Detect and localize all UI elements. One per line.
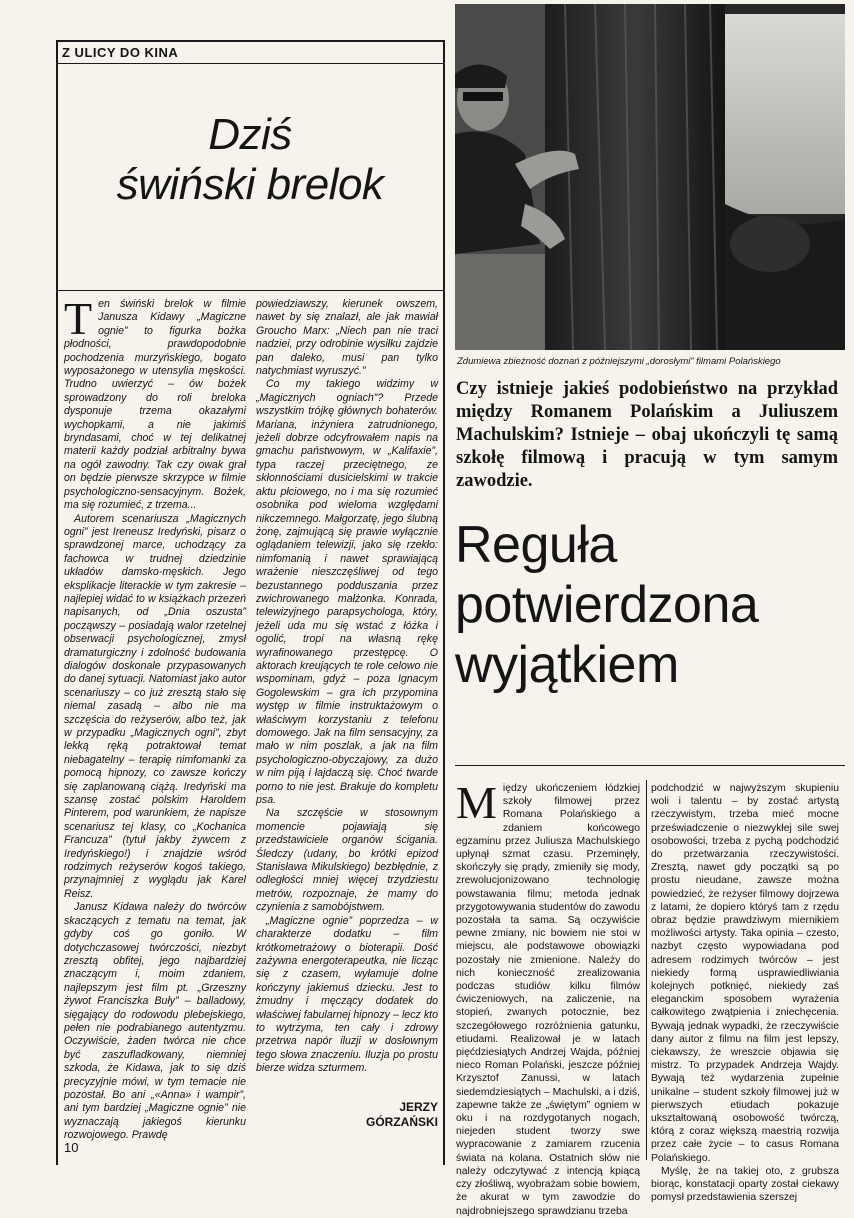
author-first-name: JERZY bbox=[399, 1100, 438, 1114]
article2-divider bbox=[455, 765, 845, 766]
article1-title-line1: Dziś bbox=[208, 110, 292, 159]
article2-column-2 bbox=[651, 782, 839, 1204]
article1-author bbox=[330, 1100, 438, 1130]
frame-top-rule bbox=[56, 40, 444, 42]
photo-caption: Zdumiewa zbieżność doznań z późniejszymi „dorosłymi” filmami Polańskiego bbox=[457, 356, 781, 367]
film-still-photo bbox=[455, 4, 845, 350]
article1-paragraph-3: Janusz Kidawa należy do twórców skaczących z tematu na temat, jak gdyby coś go goniło. W dotychczasowej twórczości, niezbyt zresztą obfitej, jego najbardziej znaczącym i, moim zdaniem, najlepszym jest film pt. „Grzeszny żywot Franciszka Buły” – balladowy, sięgający do rodowodu plebejskiego, pełen nie podrabianego autentyzmu. Oczywiście, żaden twórca nie chce być zaszufladkowany, niemniej szkoda, że Kidawa, jak to się dziś precyzyjnie mówi, w tym temacie nie pozostał. Bo ani „«Anna» i wampir”, ani tym bardziej „Magiczne ognie” nie wyznaczają jakiegoś kierunku rozwojowego. Prawdę bbox=[64, 901, 246, 1142]
page-number: 10 bbox=[64, 1140, 79, 1155]
article2-column-separator bbox=[646, 780, 647, 1160]
article1-column-1 bbox=[64, 293, 246, 1142]
frame-left-rule bbox=[56, 40, 58, 1165]
article1-column-2 bbox=[256, 298, 438, 1098]
article1-paragraph-7: „Magiczne ognie” poprzedza – w charakterze dodatku – film krótkometrażowy o bioterapii. Dość zażywna energoterapeutka, nie licząc się z czasem, wyłamuje dolne kończyny jakiemuś dziecku. Jest to żmudny i męczący dodatek do właściwej fabularnej hipnozy – lecz kto to wytrzyma, ten cały i zdrowy przetrwa napór iluzji w dosłownym tego słowa znaczeniu. Iluzja po prostu bierze widza szturmem. bbox=[256, 914, 438, 1075]
article1-title-line2: świński brelok bbox=[116, 160, 384, 209]
article1-dropcap: T bbox=[64, 293, 93, 344]
article2-paragraph-3: Myślę, że na takiej oto, z grubsza biorąc, konstatacji oparty został ciekawy pomysł przedstawienia szerszej bbox=[651, 1165, 839, 1204]
article1-paragraph-6: Na szczęście w stosownym momencie pojawiają się przedstawiciele organów ścigania. Śledczy (udany, bo krótki epizod Stanisława Mikulskiego) bezbłędnie, z odległości mniej więcej trzydziestu metrów, rozpoznaje, że mamy do czynienia z samobójstwem. bbox=[256, 807, 438, 914]
article2-title-line2: potwierdzona bbox=[455, 576, 759, 634]
article2-title bbox=[455, 515, 845, 695]
frame-right-rule bbox=[443, 40, 445, 1165]
article1-paragraph-4: powiedziawszy, kierunek owszem, nawet by się znalazł, ale jak mawiał Groucho Marx: „Niech pan nie traci nadziei, przy odrobinie wysiłku zajdzie pan daleko, musi pan tylko natychmiast wyruszyć.” bbox=[256, 298, 438, 378]
author-last-name: GÓRZAŃSKI bbox=[366, 1115, 438, 1129]
article2-lead: Czy istnieje jakieś podobieństwo na przykład między Romanem Polańskim a Juliuszem Machulskim? Istnieje – obaj ukończyli tę samą szkołę filmową i pracują w tym samym zawodzie. bbox=[456, 379, 838, 491]
film-still-illustration bbox=[455, 4, 845, 350]
article2-title-line1: Reguła bbox=[455, 516, 617, 574]
article2-paragraph-2: podchodzić w najwyższym skupieniu woli i talentu – by zostać artystą rzeczywistym, trzeba mieć mocne przeświadczenie o niezwykłej sile swej osobowości, trzeba z pychą podchodzić do przetwarzania rzeczywistości. Zresztą, nawet gdy początki są po prostu nieudane, zawsze można powiedzieć, że reżyser filmowy dojrzewa z latami, że dopiero któryś tam z rzędu obraz będzie prawdziwym miernikiem możliwości artysty. Taka opinia – czesto, nazbyt często wypowiadana pod adresem rodzimych twórców – jest niekiedy formą usprawiedliwiania kolejnych potknięć, niekiedy zaś eleganckim sposobem wyrażenia całkowitego zwątpienia i zniechęcenia. Bywają jednak wypadki, że rzeczywiście dany autor z filmu na film jest lepszy, ciekawszy, że wreszcie objawia się mistrz. To przypadek Andrzeja Wajdy. Bywają też wydarzenia zupełnie unikalne – student szkoły filmowej już w pierwszych etiudach pokazuje ukształtowaną osobowość twórczą, którą z coraz większą maestrią rozwija przez całe życie – to casus Romana Polańskiego. bbox=[651, 783, 839, 1164]
article2-column-1 bbox=[456, 777, 640, 1217]
article1-paragraph-1: en świński brelok w filmie Janusza Kidawy „Magiczne ognie” to figurka bożka płodności, prawdopodobnie pochodzenia murzyńskiego, bogato wyposażonego w utensylia męskości. Trudno uwierzyć – ów bożek sprowadzony do roli breloka dysponuje trzema okazałymi wychopkami, a nie jakimiś bryndasami, choć w tej delikatnej materii każdy podział arbitralny bywa na ogół zawodny. Tak czy owak grał on będzie pierwsze skrzypce w filmie psychologiczno-sensacyjnym. Bożek, ma się rozumieć, z trzema... bbox=[64, 298, 246, 512]
header-rule-bottom bbox=[58, 290, 444, 291]
article2-paragraph-1: iędzy ukończeniem łódzkiej szkoły filmowej przez Romana Polańskiego a zdaniem końcowego egzaminu przez Juliusza Machulskiego upłynął szmat czasu. Przeminęły, skończyły się prądy, zmieniły się mody, zrewolucjonizowano technologię powstawania filmu; metoda jednak przygotowywania studentów do zawodu pozostała ta sama. Są oczywiście pewne zmiany, nic bowiem nie stoi w miejscu, ale podstawowe obowiązki pozostały nie zmienione. Należy do nich konieczność zrealizowania podczas studiów kilku filmów ćwiczeniowych, na zaliczenie, na stopień, zwanych potocznie, bez szczegółowego rozróżnienia gatunku, etiudami. Realizował je w latach pięćdziesiątych Andrzej Wajda, później nieco Roman Polański, jeszcze później Krzysztof Zanussi, w latach siedemdziesiątych – Machulski, a i dziś, zapewne także ze „świętym” ogniem w oku i na rozdygotanych nogach, niejeden student tworzy swe wypracowanie z zamiarem rzucenia świata na kolana. Ostatnich słów nie należy odczytywać z intencją kpiącą czy złośliwą, wyobrażam sobie bowiem, że akurat w tym zawodzie do najdrobniejszego sprawdzianu trzeba bbox=[456, 783, 640, 1217]
article1-title bbox=[70, 110, 430, 210]
article1-paragraph-2: Autorem scenariusza „Magicznych ogni” jest Ireneusz Iredyński, pisarz o sprawdzonej marce, uchodzący za fachowca w trudnej dziedzinie układów damsko-męskich. Jego eksplikacje literackie w tym zakresie – najlepiej widać to w książkach przezeń napisanych, od „Dnia oszusta” począwszy – posiadają walor rzetelnej obserwacji psychologicznej, zmysł dramaturgiczny i zdolność budowania dialogów doskonale przypasowanych do danej sytuacji. Natomiast jako autor scenariuszy – co już zresztą stało się niemal zasadą – albo nie ma szczęścia do reżyserów, albo też, jak w przypadku „Magicznych ogni”, zbyt lekką ręką potraktował temat niebagatelny – terapię nimfomanki za pomocą hipnozy, co zawsze kończy się zaplanowaną ciążą. Iredyński ma szansę zostać polskim Haroldem Pinterem, pod warunkiem, że napisze scenariusz tej klasy, co „Kochanica Francuza” (tytuł jakby żywcem z Iredyńskiego!) i znajdzie wśród rodzimych reżyserów kogoś takiego, przynajmniej z wyglądu jak Karel Reisz. bbox=[64, 512, 246, 900]
section-underline bbox=[56, 63, 444, 64]
section-label: Z ULICY DO KINA bbox=[62, 45, 179, 60]
article2-dropcap: M bbox=[456, 777, 497, 828]
article2-title-line3: wyjątkiem bbox=[455, 636, 679, 694]
article1-paragraph-5: Co my takiego widzimy w „Magicznych ogniach”? Przede wszystkim trójkę głównych bohaterów. Mariana, inżyniera zatrudnionego, jeżeli dobrze odcyfrowałem napis na gmachu państwowym, w „Kalifaxie”, typa raczej przeciętnego, ze skłonnościami dusicielskimi w trakcie aktu płciowego, no i ma się rozumieć osobnika pod wieloma względami nikczemnego. Małgorzatę, jego ślubną żonę, zajmującą się prawie wyłącznie oglądaniem telewizji, jako się rzekło: nimfomanią i nawet sprawiającą wrażenie nieszczęśliwej od tego bezustannego podduszania przez zwichrowanego małżonka. Konrada, telewizyjnego parapsychologa, który, jeżeli uda mu się wstać z łóżka i ogolić, tropi na własną rękę wyrafinowanego przestępcę. O aktorach kreujących te role celowo nie wspominam, gdyż – poza Ignacym Gogolewskim – gra ich przypomina występ w filmie instruktażowym o właściwym korzystaniu z telefonu domowego. Jak na film sensacyjny, za mało w nim poszlak, a jak na film psychologiczno-obyczajowy, za dużo w nim piją i łajdaczą się. Choć twarde porno to nie jest. Brakuje do kompletu psa. bbox=[256, 378, 438, 807]
